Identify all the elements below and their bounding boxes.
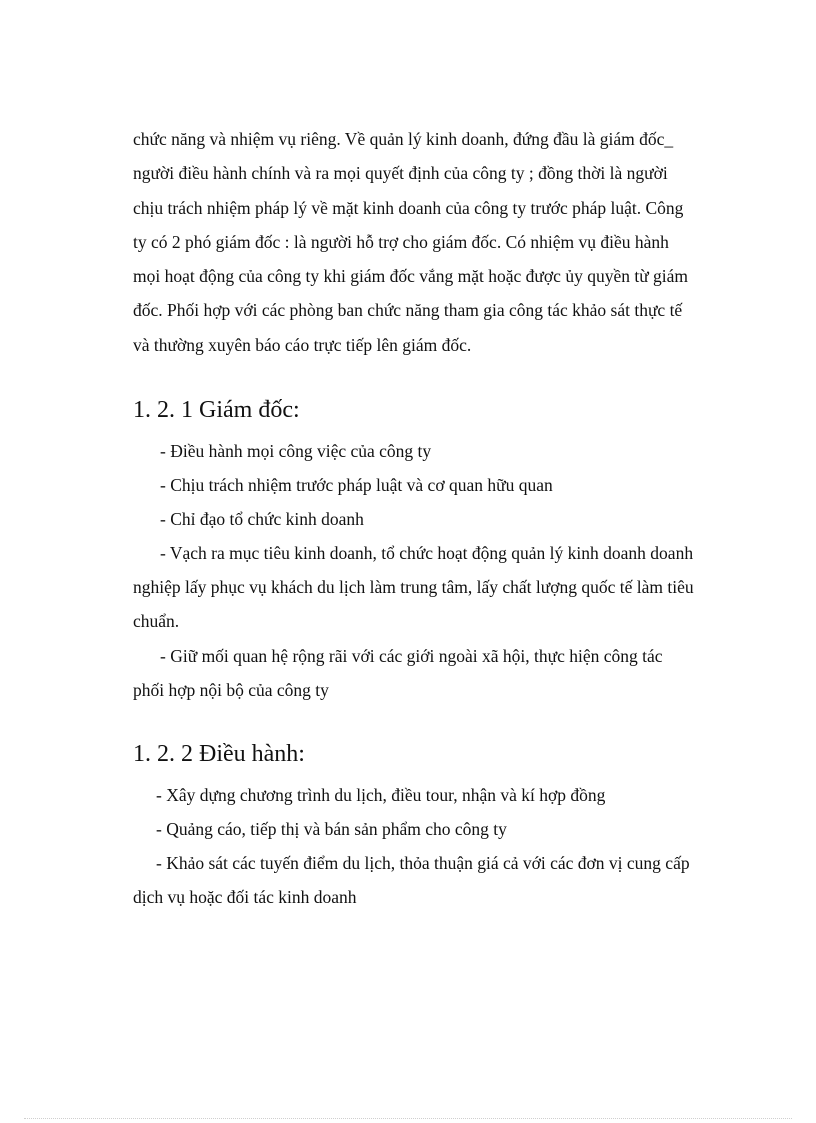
intro-line: đốc. Phối hợp với các phòng ban chức năng tham gia công tác khảo sát thực tế bbox=[133, 300, 683, 320]
page-bottom-rule bbox=[24, 1118, 792, 1119]
intro-line: chịu trách nhiệm pháp lý về mặt kinh doanh của công ty trước pháp luật. Công bbox=[133, 198, 684, 218]
section-heading: 1. 2. 2 Điều hành: bbox=[133, 741, 305, 767]
section-heading: 1. 2. 1 Giám đốc: bbox=[133, 397, 300, 423]
bullet-line: - Vạch ra mục tiêu kinh doanh, tổ chức hoạt động quản lý kinh doanh doanh bbox=[160, 543, 694, 563]
bullet-continuation: phối hợp nội bộ của công ty bbox=[133, 680, 329, 700]
intro-line: và thường xuyên báo cáo trực tiếp lên giám đốc. bbox=[133, 335, 472, 355]
bullet-continuation: nghiệp lấy phục vụ khách du lịch làm trung tâm, lấy chất lượng quốc tế làm tiêu bbox=[133, 577, 694, 597]
bullet-line: - Khảo sát các tuyến điểm du lịch, thỏa thuận giá cả với các đơn vị cung cấp bbox=[156, 853, 690, 873]
intro-line: mọi hoạt động của công ty khi giám đốc vắng mặt hoặc được ủy quyền từ giám bbox=[133, 266, 689, 286]
bullet-line: - Quảng cáo, tiếp thị và bán sản phẩm cho công ty bbox=[156, 819, 507, 839]
intro-line: người điều hành chính và ra mọi quyết định của công ty ; đồng thời là người bbox=[133, 163, 668, 183]
bullet-line: - Chịu trách nhiệm trước pháp luật và cơ quan hữu quan bbox=[160, 475, 553, 495]
bullet-continuation: chuẩn. bbox=[133, 611, 180, 631]
bullet-continuation: dịch vụ hoặc đối tác kinh doanh bbox=[133, 887, 357, 907]
bullet-line: - Xây dựng chương trình du lịch, điều tour, nhận và kí hợp đồng bbox=[156, 785, 606, 805]
bullet-line: - Chỉ đạo tổ chức kinh doanh bbox=[160, 509, 364, 529]
intro-line: chức năng và nhiệm vụ riêng. Về quản lý kinh doanh, đứng đầu là giám đốc_ bbox=[133, 129, 674, 149]
bullet-line: - Giữ mối quan hệ rộng rãi với các giới ngoài xã hội, thực hiện công tác bbox=[160, 646, 663, 666]
bullet-line: - Điều hành mọi công việc của công ty bbox=[160, 441, 432, 461]
intro-line: ty có 2 phó giám đốc : là người hỗ trợ cho giám đốc. Có nhiệm vụ điều hành bbox=[133, 232, 669, 252]
